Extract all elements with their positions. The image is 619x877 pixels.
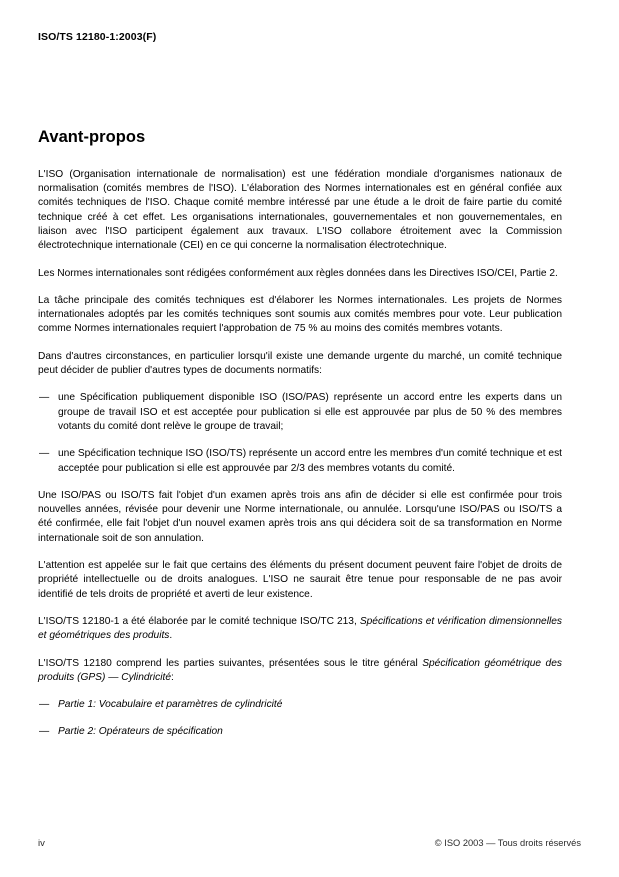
em-dash-bullet-icon: —: [39, 726, 50, 738]
paragraph-review-cycle: Une ISO/PAS ou ISO/TS fait l'objet d'un examen après trois ans afin de décider si elle est confirmée pour trois nouvelles années, révisée pour devenir une Norme internationale, ou annulée. Lorsqu'une ISO/PAS ou ISO/TS a été confirmée, elle fait l'objet d'un nouvel examen après trois ans qui décidera soit de sa transformation en Norme internationale soit de son annulation.: [38, 489, 562, 544]
list-item-text: une Spécification technique ISO (ISO/TS) représente un accord entre les membres d'un comité technique et est acceptée pour publication si elle est approuvée par 2/3 des membres votants du comité.: [58, 448, 562, 474]
paragraph-directives: Les Normes internationales sont rédigées conformément aux règles données dans les Directives ISO/CEI, Partie 2.: [38, 267, 558, 279]
paragraph-parts-intro: [38, 657, 562, 686]
page-footer: [38, 838, 581, 849]
list-item-text: Partie 2: Opérateurs de spécification: [58, 726, 223, 738]
parts-intro-lead-text: L'ISO/TS 12180 comprend les parties suivantes, présentées sous le titre général: [38, 657, 423, 669]
list-item-iso-pas: [38, 391, 562, 434]
copyright-notice: © ISO 2003 — Tous droits réservés: [434, 838, 581, 848]
list-item-text: une Spécification publiquement disponible ISO (ISO/PAS) représente un accord entre les experts dans un groupe de travail ISO et est acceptée pour publication si elle est approuvée par plus de 50 % des membres votants du comité dont relève le groupe de travail;: [58, 392, 562, 432]
em-dash-bullet-icon: —: [39, 448, 50, 460]
committee-title-italic: Spécifications et vérification dimensionnelles et géométriques des produits: [38, 615, 562, 642]
parts-intro-tail-text: :: [171, 671, 174, 683]
list-item-text: Partie 1: Vocabulaire et paramètres de cylindricité: [58, 699, 283, 711]
em-dash-bullet-icon: —: [39, 392, 50, 404]
document-header-reference: ISO/TS 12180-1:2003(F): [38, 31, 157, 43]
parts-intro-title-italic: Spécification géométrique des produits (GPS) — Cylindricité: [38, 657, 562, 683]
em-dash-bullet-icon: —: [39, 699, 50, 711]
document-body: [38, 128, 562, 753]
paragraph-other-documents: Dans d'autres circonstances, en particulier lorsqu'il existe une demande urgente du marché, un comité technique peut décider de publier d'autres types de documents normatifs:: [38, 350, 562, 377]
paragraph-patent-rights: L'attention est appelée sur le fait que certains des éléments du présent document peuvent faire l'objet de droits de propriété intellectuelle ou de droits analogues. L'ISO ne saurait être tenue pour responsable de ne pas avoir identifié de tels droits de propriété et averti de leur existence.: [38, 560, 562, 600]
paragraph-iso-description: L'ISO (Organisation internationale de normalisation) est une fédération mondiale d'organismes nationaux de normalisation (comités membres de l'ISO). L'élaboration des Normes internationales est en général confiée aux comités techniques de l'ISO. Chaque comité membre intéressé par une étude a le droit de faire partie du comité technique créé à cet effet. Les organisations internationales, gouvernementales et non gouvernementales, en liaison avec l'ISO participent également aux travaux. L'ISO collabore étroitement avec la Commission électrotechnique internationale (CEI) en ce qui concerne la normalisation électrotechnique.: [38, 168, 562, 252]
list-item-partie-2: [38, 725, 562, 739]
list-item-iso-ts: [38, 447, 562, 476]
list-item-partie-1: [38, 698, 562, 712]
paragraph-committee-origin: [38, 615, 562, 644]
page-number: iv: [38, 838, 45, 849]
page-title: Avant-propos: [38, 128, 146, 146]
paragraph-voting: La tâche principale des comités techniques est d'élaborer les Normes internationales. Les projets de Normes internationales adoptés par les comités techniques sont soumis aux comités membres pour vote. Leur publication comme Normes internationales requiert l'approbation de 75 % au moins des comités membres votants.: [38, 294, 562, 335]
committee-tail-text: .: [169, 630, 173, 642]
committee-lead-text: L'ISO/TS 12180-1 a été élaborée par le comité technique ISO/TC 213,: [38, 615, 360, 627]
